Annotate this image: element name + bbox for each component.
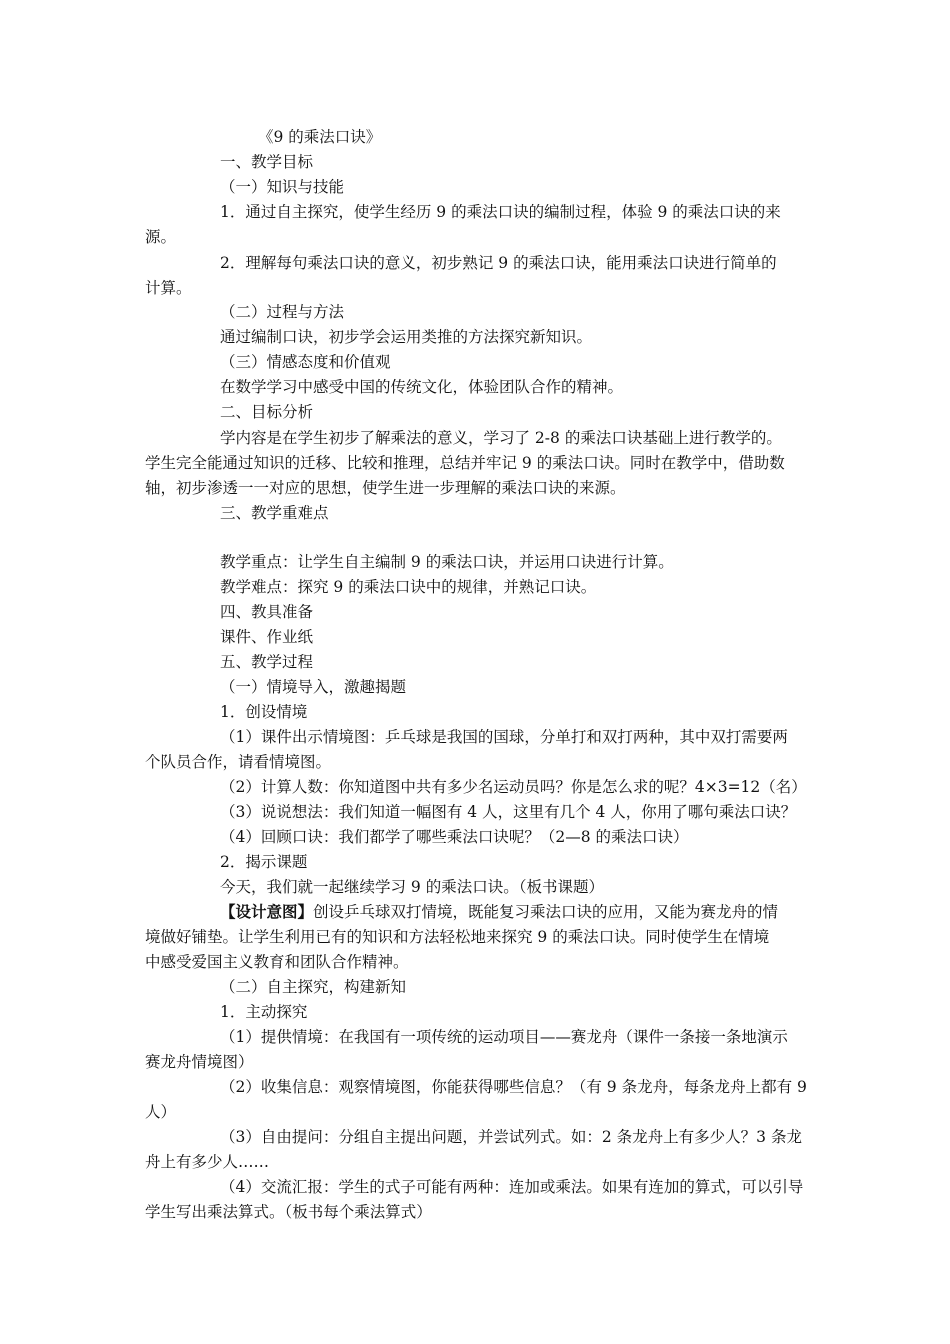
paragraph-line: 个队员合作，请看情境图。 [145,753,332,771]
paragraph-line: （2）收集信息：观察情境图，你能获得哪些信息？（有 9 条龙舟，每条龙舟上都有 9 [220,1078,807,1096]
paragraph-line: 学内容是在学生初步了解乘法的意义，学习了 2-8 的乘法口诀基础上进行教学的。 [220,429,782,447]
list-item: 1．创设情境 [220,703,308,721]
paragraph-line: 今天，我们就一起继续学习 9 的乘法口诀。（板书课题） [220,878,604,896]
paragraph-line: （2）计算人数：你知道图中共有多少名运动员吗？你是怎么求的呢？4×3=12（名） [220,778,807,796]
section-heading: 五、教学过程 [220,653,314,671]
paragraph-line: 学生完全能通过知识的迁移、比较和推理，总结并牢记 9 的乘法口诀。同时在教学中，借助数 [145,454,785,472]
section-heading: 二、目标分析 [220,403,314,421]
subsection-heading: （二）自主探究，构建新知 [220,978,407,996]
paragraph-line: 学生写出乘法算式。（板书每个乘法算式） [145,1203,432,1221]
subsection-heading: （二）过程与方法 [220,303,345,321]
subsection-heading: （三）情感态度和价值观 [220,353,391,371]
paragraph-line: 2．理解每句乘法口诀的意义，初步熟记 9 的乘法口诀，能用乘法口诀进行简单的 [220,254,777,272]
paragraph-line: 源。 [145,228,177,246]
paragraph-line: （4）交流汇报：学生的式子可能有两种：连加或乘法。如果有连加的算式，可以引导 [220,1178,804,1196]
subsection-heading: （一）知识与技能 [220,178,345,196]
paragraph-line: （1）课件出示情境图：乒乓球是我国的国球，分单打和双打两种，其中双打需要两 [220,728,788,746]
doc-title: 《9 的乘法口诀》 [258,128,382,146]
paragraph-line: 课件、作业纸 [220,628,314,646]
section-heading: 三、教学重难点 [220,504,329,522]
design-intent-label: 【设计意图】 [220,902,314,921]
section-heading: 一、教学目标 [220,153,314,171]
paragraph-line: 通过编制口诀，初步学会运用类推的方法探究新知识。 [220,328,593,346]
paragraph-line: 教学难点：探究 9 的乘法口诀中的规律，并熟记口诀。 [220,578,597,596]
paragraph-line: （3）自由提问：分组自主提出问题，并尝试列式。如：2 条龙舟上有多少人？3 条龙 [220,1128,802,1146]
list-item: 2．揭示课题 [220,853,308,871]
paragraph-line: （1）提供情境：在我国有一项传统的运动项目——赛龙舟（课件一条接一条地演示 [220,1028,788,1046]
paragraph-line: 教学重点：让学生自主编制 9 的乘法口诀，并运用口诀进行计算。 [220,553,674,571]
paragraph-line: 中感受爱国主义教育和团队合作精神。 [145,953,409,971]
paragraph-line: 舟上有多少人…… [145,1153,270,1171]
paragraph-line: （4）回顾口诀：我们都学了哪些乘法口诀呢？（2—8 的乘法口诀） [220,828,689,846]
subsection-heading: （一）情境导入，激趣揭题 [220,678,407,696]
paragraph-line: （3）说说想法：我们知道一幅图有 4 人，这里有几个 4 人，你用了哪句乘法口诀？ [220,803,797,821]
paragraph-line: 人） [145,1103,177,1121]
list-item: 1．主动探究 [220,1003,308,1021]
paragraph-line: 赛龙舟情境图） [145,1053,254,1071]
paragraph-line: 1．通过自主探究，使学生经历 9 的乘法口诀的编制过程，体验 9 的乘法口诀的来 [220,203,781,221]
paragraph-line: 在数学学习中感受中国的传统文化，体验团队合作的精神。 [220,378,624,396]
design-intent-line [220,902,778,922]
paragraph-line: 轴，初步渗透一一对应的思想，使学生进一步理解的乘法口诀的来源。 [145,479,626,497]
section-heading: 四、教具准备 [220,603,314,621]
design-intent-text: 创设乒乓球双打情境，既能复习乘法口诀的应用，又能为赛龙舟的情 [313,903,779,921]
paragraph-line: 计算。 [145,279,192,297]
paragraph-line: 境做好铺垫。让学生利用已有的知识和方法轻松地来探究 9 的乘法口诀。同时使学生在情境 [145,928,770,946]
